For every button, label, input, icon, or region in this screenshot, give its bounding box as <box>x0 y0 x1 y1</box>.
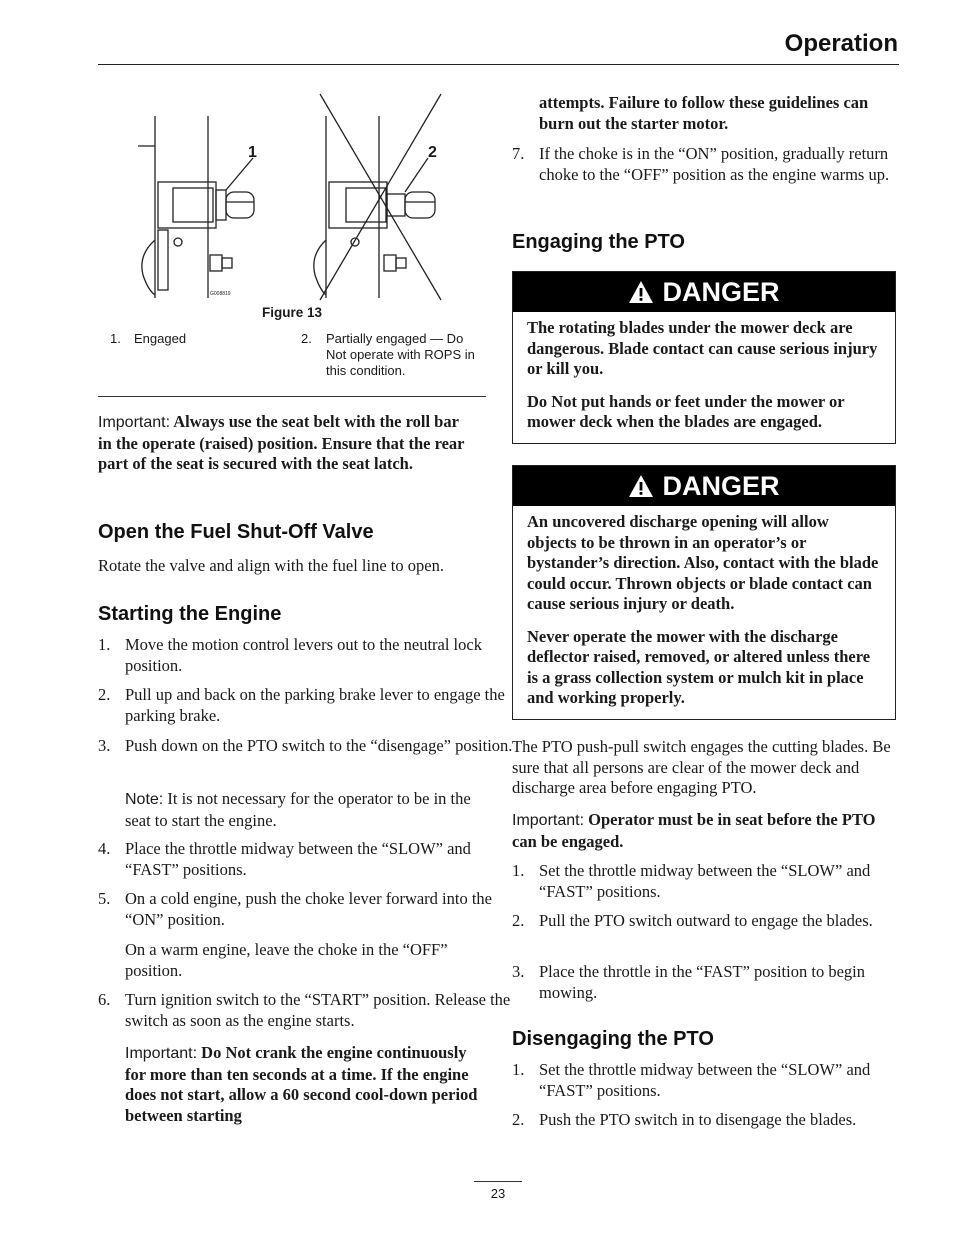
header-rule <box>98 64 899 65</box>
important-label: Important: <box>125 1045 198 1062</box>
danger-body <box>513 312 895 443</box>
figure-13 <box>98 90 486 395</box>
step-number: 3. <box>512 962 525 981</box>
danger-p1: The rotating blades under the mower deck are dangerous. Blade contact can cause serious injury or kill you. <box>527 318 878 378</box>
step-text: Move the motion control levers out to the neutral lock position. <box>125 635 482 675</box>
figure-callout-1: 1 <box>248 144 257 161</box>
step-text: Place the throttle in the “FAST” position to begin mowing. <box>539 962 865 1002</box>
step-text: Turn ignition switch to the “START” position. Release the switch as soon as the engine starts. <box>125 990 511 1030</box>
step-text: Set the throttle midway between the “SLOW” and “FAST” positions. <box>539 1060 871 1100</box>
step-text: Set the throttle midway between the “SLOW” and “FAST” positions. <box>539 861 871 901</box>
important-seat <box>512 810 900 852</box>
start-step-2 <box>98 685 513 726</box>
important-label: Important: <box>98 414 171 431</box>
step-text: If the choke is in the “ON” position, gradually return choke to the “OFF” position as the engine warms up. <box>539 144 890 184</box>
danger-p2: Never operate the mower with the discharge deflector raised, removed, or altered unless there is a grass collection system or mulch kit in place and working properly. <box>527 626 871 707</box>
important-cranking <box>98 1043 486 1126</box>
step-number: 1. <box>512 1060 525 1079</box>
continued-important-text: attempts. Failure to follow these guidelines can burn out the starter motor. <box>539 93 869 133</box>
step-number: 6. <box>98 990 111 1009</box>
note-text: It is not necessary for the operator to be in the seat to start the engine. <box>125 789 471 830</box>
figure-callout-2: 2 <box>428 144 437 161</box>
legend-2-number: 2. <box>301 331 312 346</box>
start-step-3 <box>98 736 513 757</box>
page-number-rule <box>474 1181 522 1182</box>
step-number: 3. <box>98 736 111 755</box>
important-text: Always use the seat belt with the roll bar in the operate (raised) position. Ensure that the rear part of the seat is secured with the seat latch. <box>98 412 465 473</box>
start-step-1 <box>98 635 513 676</box>
figure-caption: Figure 13 <box>261 305 323 320</box>
danger-body <box>513 506 895 719</box>
page-number: 23 <box>490 1186 506 1201</box>
engage-heading: Engaging the PTO <box>512 231 685 253</box>
legend-1-text: Engaged <box>134 331 187 346</box>
warning-triangle-icon <box>628 280 654 304</box>
legend-2-text: Partially engaged — Do Not operate with ROPS in this condition. <box>326 331 475 378</box>
warning-triangle-icon <box>628 474 654 498</box>
disengage-heading: Disengaging the PTO <box>512 1028 714 1050</box>
step-number: 2. <box>512 911 525 930</box>
step-number: 7. <box>512 144 525 163</box>
danger-p1: An uncovered discharge opening will allow objects to be thrown in an operator’s or bystander’s direction. Also, contact with the blade could occur. Thrown objects or blade contact can cause serious injury or death. <box>527 512 879 613</box>
danger-box-discharge <box>512 465 896 720</box>
important-text: Operator must be in seat before the PTO can be engaged. <box>512 810 876 851</box>
disengage-step-1 <box>512 1060 927 1101</box>
important-seat-belt <box>98 412 476 475</box>
step-number: 1. <box>512 861 525 880</box>
engage-step-1 <box>512 861 927 902</box>
step-text: Pull the PTO switch outward to engage the blades. <box>539 911 873 930</box>
engage-step-3 <box>512 962 927 1003</box>
important-text: Do Not crank the engine continuously for more than ten seconds at a time. If the engine does not start, allow a 60 second cool-down period between starting <box>125 1043 478 1125</box>
start-step-4 <box>98 839 513 880</box>
danger-p2: Do Not put hands or feet under the mower or mower deck when the blades are engaged. <box>527 391 845 431</box>
danger-header <box>513 466 895 506</box>
step-text: On a cold engine, push the choke lever forward into the “ON” position. <box>125 889 493 929</box>
step-text: Push the PTO switch in to disengage the blades. <box>539 1110 857 1129</box>
step-number: 2. <box>512 1110 525 1129</box>
step-number: 1. <box>98 635 111 654</box>
step-number: 2. <box>98 685 111 704</box>
legend-1-number: 1. <box>110 331 121 346</box>
step-number: 5. <box>98 889 111 908</box>
step-text: Pull up and back on the parking brake lever to engage the parking brake. <box>125 685 505 725</box>
figure-rule <box>98 396 486 397</box>
danger-header <box>513 272 895 312</box>
start-heading: Starting the Engine <box>98 603 282 625</box>
rops-latch-illustration <box>98 90 486 305</box>
danger-title: DANGER <box>662 276 780 307</box>
step-text: Push down on the PTO switch to the “disengage” position. <box>125 736 513 755</box>
pto-description: The PTO push-pull switch engages the cutting blades. Be sure that all persons are clear of the mower deck and discharge area before engaging PTO. <box>512 737 891 797</box>
disengage-step-2 <box>512 1110 927 1131</box>
fuel-text: Rotate the valve and align with the fuel line to open. <box>98 556 444 575</box>
step-text: Place the throttle midway between the “SLOW” and “FAST” positions. <box>125 839 471 879</box>
important-label: Important: <box>512 812 585 829</box>
engage-step-2 <box>512 911 927 932</box>
danger-box-blades <box>512 271 896 444</box>
start-step-6 <box>98 990 513 1031</box>
start-step-7 <box>512 144 927 185</box>
fuel-heading: Open the Fuel Shut-Off Valve <box>98 521 374 543</box>
note-label: Note: <box>125 791 164 808</box>
danger-title: DANGER <box>662 470 780 501</box>
page-section-title: Operation <box>784 30 898 57</box>
start-step-5 <box>98 889 513 930</box>
warm-engine-text: On a warm engine, leave the choke in the “OFF” position. <box>125 940 448 980</box>
note <box>98 789 486 831</box>
step-number: 4. <box>98 839 111 858</box>
figure-code: G008819 <box>210 291 231 297</box>
